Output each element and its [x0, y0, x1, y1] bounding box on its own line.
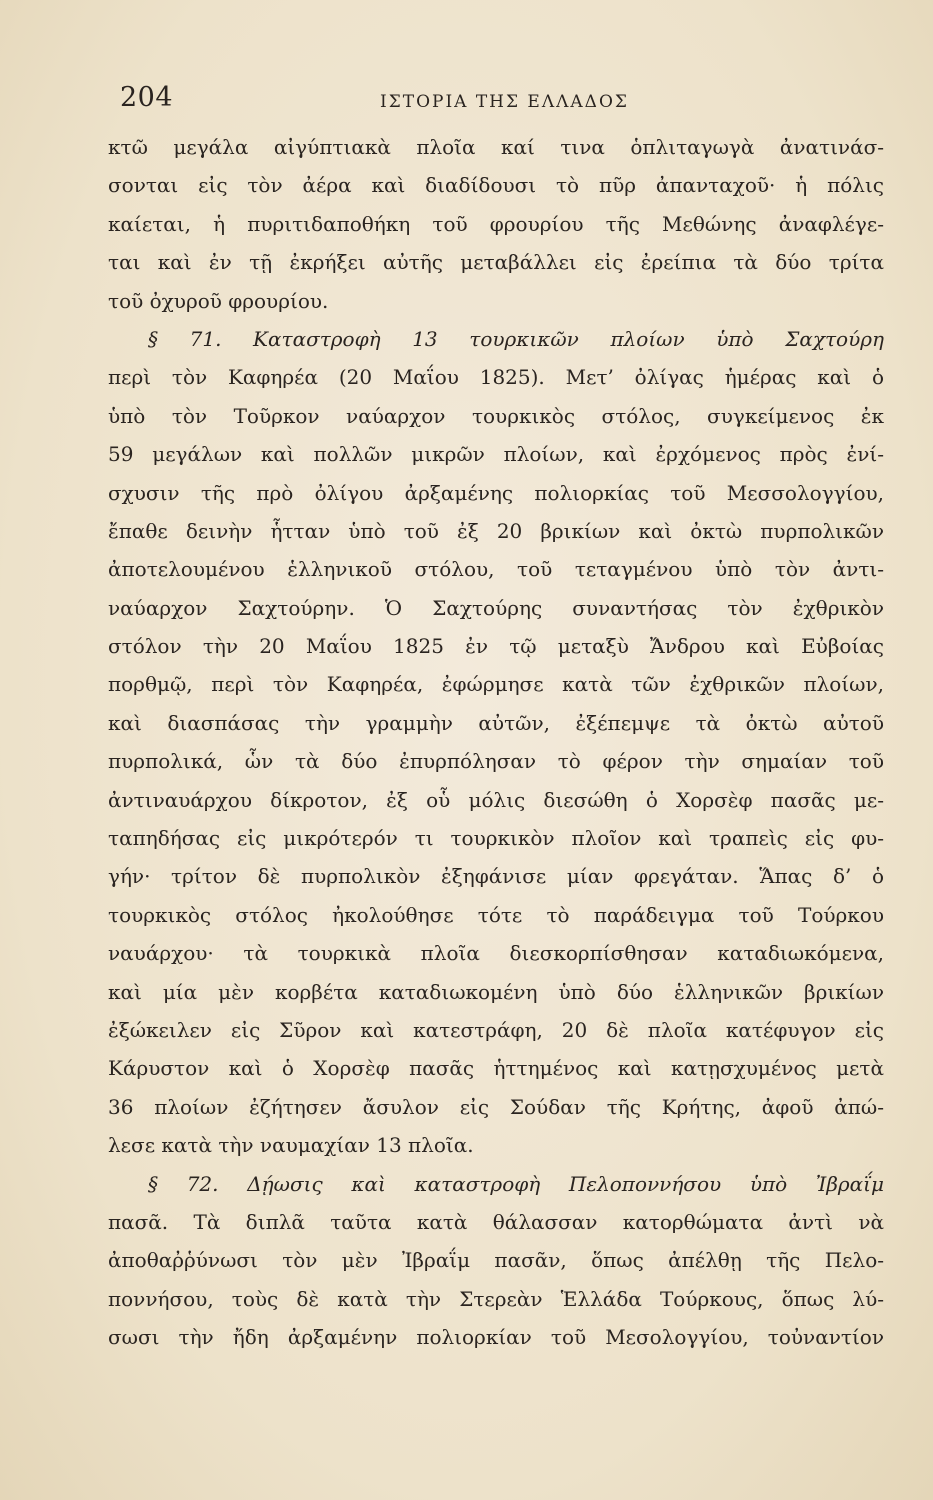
section-heading-71: § 71. Καταστροφὴ 13 τουρκικῶν πλοίων ὑπὸ Σαχτούρη — [148, 326, 884, 351]
text-line: σωσι τὴν ἤδη ἀρξαμένην πολιορκίαν τοῦ Μεσολογγίου, τοὐναντίον — [108, 1325, 884, 1350]
text-line: γήν· τρίτον δὲ πυρπολικὸν ἐξηφάνισε μίαν φρεγάταν. Ἅπας δ’ ὁ — [108, 864, 884, 889]
text-line: πασᾶ. Τὰ διπλᾶ ταῦτα κατὰ θάλασσαν κατορθώματα ἀντὶ νὰ — [108, 1209, 884, 1234]
text-line: ἔπαθε δεινὴν ἧτταν ὑπὸ τοῦ ἐξ 20 βρικίων καὶ ὀκτὼ πυρπολικῶν — [108, 518, 884, 543]
text-line: πυρπολικά, ὧν τὰ δύο ἐπυρπόλησαν τὸ φέρον τὴν σημαίαν τοῦ — [108, 749, 884, 774]
text-line: Κάρυστον καὶ ὁ Χορσὲφ πασᾶς ἡττημένος καὶ κατῃσχυμένος μετὰ — [108, 1056, 884, 1081]
text-line: ποννήσου, τοὺς δὲ κατὰ τὴν Στερεὰν Ἑλλάδα Τούρκους, ὅπως λύ- — [108, 1286, 884, 1311]
text-line: 36 πλοίων ἐζήτησεν ἄσυλον εἰς Σούδαν τῆς Κρήτης, ἀφοῦ ἀπώ- — [108, 1094, 884, 1119]
text-line: τοῦ ὀχυροῦ φρουρίου. — [108, 288, 329, 313]
text-line: ἐξώκειλεν εἰς Σῦρον καὶ κατεστράφη, 20 δὲ πλοῖα κατέφυγον εἰς — [108, 1017, 884, 1042]
text-line: ἀντιναυάρχου δίκροτον, ἐξ οὗ μόλις διεσώθη ὁ Χορσὲφ πασᾶς με- — [108, 787, 884, 812]
text-line: λεσε κατὰ τὴν ναυμαχίαν 13 πλοῖα. — [108, 1133, 474, 1158]
text-line: σχυσιν τῆς πρὸ ὀλίγου ἀρξαμένης πολιορκίας τοῦ Μεσσολογγίου, — [108, 480, 884, 505]
section-heading-72: § 72. Δῄωσις καὶ καταστροφὴ Πελοποννήσου ὑπὸ Ἰβραΐμ — [148, 1171, 884, 1196]
text-line: ται καὶ ἐν τῇ ἐκρήξει αὐτῆς μεταβάλλει εἰς ἐρείπια τὰ δύο τρίτα — [108, 250, 884, 275]
text-line: σονται εἰς τὸν ἀέρα καὶ διαδίδουσι τὸ πῦρ ἀπανταχοῦ· ἡ πόλις — [108, 173, 884, 198]
page-number: 204 — [120, 82, 174, 113]
text-line: ἀποθαῤῥύνωσι τὸν μὲν Ἰβραΐμ πασᾶν, ὅπως ἀπέλθῃ τῆς Πελο- — [108, 1248, 884, 1273]
text-line: ὑπὸ τὸν Τοῦρκον ναύαρχον τουρκικὸς στόλος, συγκείμενος ἐκ — [108, 403, 884, 428]
running-head: ΙΣΤΟΡΙΑ ΤΗΣ ΕΛΛΑΔΟΣ — [380, 92, 629, 112]
text-line: καίεται, ἡ πυριτιδαποθήκη τοῦ φρουρίου τῆς Μεθώνης ἀναφλέγε- — [108, 211, 884, 236]
body-text — [108, 128, 884, 1357]
text-line: πορθμῷ, περὶ τὸν Καφηρέα, ἐφώρμησε κατὰ τῶν ἐχθρικῶν πλοίων, — [108, 672, 884, 697]
text-line: κτῶ μεγάλα αἰγύπτιακὰ πλοῖα καί τινα ὁπλιταγωγὰ ἀνατινάσ- — [108, 135, 884, 159]
text-line: ἀποτελουμένου ἑλληνικοῦ στόλου, τοῦ τεταγμένου ὑπὸ τὸν ἀντι- — [108, 557, 884, 582]
text-line: τουρκικὸς στόλος ἠκολούθησε τότε τὸ παράδειγμα τοῦ Τούρκου — [108, 902, 884, 927]
text-line: στόλον τὴν 20 Μαΐου 1825 ἐν τῷ μεταξὺ Ἄνδρου καὶ Εὐβοίας — [108, 634, 884, 659]
text-line: ναυάρχου· τὰ τουρκικὰ πλοῖα διεσκορπίσθησαν καταδιωκόμενα, — [108, 941, 884, 966]
text-line: ναύαρχον Σαχτούρην. Ὁ Σαχτούρης συναντήσας τὸν ἐχθρικὸν — [108, 595, 884, 620]
text-line: περὶ τὸν Καφηρέα (20 Μαΐου 1825). Μετ’ ὀλίγας ἡμέρας καὶ ὁ — [108, 365, 884, 390]
text-line: 59 μεγάλων καὶ πολλῶν μικρῶν πλοίων, καὶ ἐρχόμενος πρὸς ἐνί- — [108, 442, 884, 467]
text-line: ταπηδήσας εἰς μικρότερόν τι τουρκικὸν πλοῖον καὶ τραπεὶς εἰς φυ- — [108, 826, 884, 851]
text-line: καὶ μία μὲν κορβέτα καταδιωκομένη ὑπὸ δύο ἑλληνικῶν βρικίων — [108, 979, 884, 1004]
page-header — [120, 82, 873, 122]
text-line: καὶ διασπάσας τὴν γραμμὴν αὐτῶν, ἐξέπεμψε τὰ ὀκτὼ αὐτοῦ — [108, 710, 884, 735]
